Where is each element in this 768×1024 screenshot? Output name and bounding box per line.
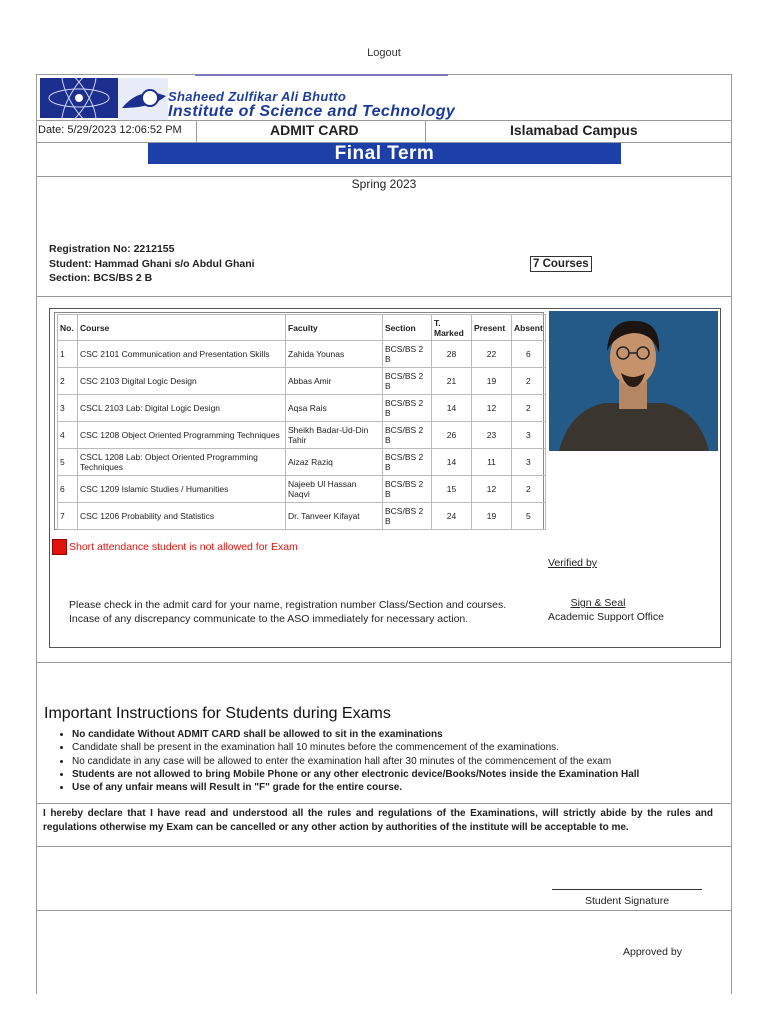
cell-course: CSCL 2103 Lab: Digital Logic Design	[78, 395, 286, 422]
cell-absent: 6	[512, 341, 546, 368]
column-header: No.	[58, 315, 78, 341]
table-row	[58, 395, 546, 422]
divider	[36, 803, 732, 804]
institute-name-line2: Institute of Science and Technology	[168, 103, 456, 120]
cell-no: 6	[58, 476, 78, 503]
cell-course: CSC 2103 Digital Logic Design	[78, 368, 286, 395]
divider	[36, 120, 732, 121]
cell-section: BCS/BS 2 B	[383, 422, 432, 449]
header-top-rule	[195, 74, 448, 76]
cell-no: 4	[58, 422, 78, 449]
student-signature-label: Student Signature	[584, 895, 670, 907]
column-header: Absent	[512, 315, 546, 341]
cell-no: 7	[58, 503, 78, 530]
sign-seal-label: Sign & Seal	[570, 597, 626, 609]
warning-marker	[52, 539, 67, 555]
print-date: Date: 5/29/2023 12:06:52 PM	[38, 124, 182, 136]
registration-number: Registration No: 2212155	[49, 243, 175, 255]
student-photo	[549, 311, 718, 451]
cell-present: 19	[472, 368, 512, 395]
sign-seal-block	[548, 596, 664, 624]
cell-course: CSCL 1208 Lab: Object Oriented Programming Techniques	[78, 449, 286, 476]
cell-marked: 21	[432, 368, 472, 395]
cell-absent: 2	[512, 476, 546, 503]
cell-present: 11	[472, 449, 512, 476]
column-header: Course	[78, 315, 286, 341]
cell-faculty: Sheikh Badar-Ud-Din Tahir	[286, 422, 383, 449]
course-count-badge: 7 Courses	[530, 256, 592, 272]
divider	[36, 296, 732, 297]
cell-present: 19	[472, 503, 512, 530]
instructions-list	[44, 728, 752, 794]
cell-course: CSC 1208 Object Oriented Programming Techniques	[78, 422, 286, 449]
column-header: Faculty	[286, 315, 383, 341]
cell-section: BCS/BS 2 B	[383, 503, 432, 530]
divider	[36, 846, 732, 847]
cell-course: CSC 2101 Communication and Presentation Skills	[78, 341, 286, 368]
cell-no: 2	[58, 368, 78, 395]
term-label: Spring 2023	[351, 177, 417, 191]
divider	[36, 910, 732, 911]
cell-section: BCS/BS 2 B	[383, 449, 432, 476]
cell-absent: 2	[512, 395, 546, 422]
cell-present: 12	[472, 476, 512, 503]
list-item: • No candidate in any case will be allowed to enter the examination hall after 30 minutes of the commencement of the exam	[72, 755, 752, 768]
table-row	[58, 422, 546, 449]
cell-marked: 26	[432, 422, 472, 449]
admit-card-title: ADMIT CARD	[270, 122, 359, 138]
cell-faculty: Dr. Tanveer Kifayat	[286, 503, 383, 530]
table-row	[58, 368, 546, 395]
campus-name: Islamabad Campus	[510, 122, 638, 138]
student-name: Student: Hammad Ghani s/o Abdul Ghani	[49, 258, 255, 270]
cell-present: 12	[472, 395, 512, 422]
list-item: • No candidate Without ADMIT CARD shall be allowed to sit in the examinations	[72, 728, 752, 741]
cell-no: 1	[58, 341, 78, 368]
cell-faculty: Aqsa Rais	[286, 395, 383, 422]
cell-section: BCS/BS 2 B	[383, 341, 432, 368]
student-section: Section: BCS/BS 2 B	[49, 272, 153, 284]
list-item: • Students are not allowed to bring Mobile Phone or any other electronic device/Books/Notes inside the Examination Hall	[72, 768, 752, 781]
final-term-banner: Final Term	[148, 143, 621, 164]
signature-line	[552, 889, 702, 890]
cell-absent: 3	[512, 422, 546, 449]
cell-faculty: Najeeb Ul Hassan Naqvi	[286, 476, 383, 503]
attendance-warning: Short attendance student is not allowed for Exam	[69, 541, 298, 553]
cell-faculty: Abbas Amir	[286, 368, 383, 395]
institute-name-line1: Shaheed Zulfikar Ali Bhutto	[168, 89, 347, 104]
cell-present: 23	[472, 422, 512, 449]
cell-faculty: Aizaz Raziq	[286, 449, 383, 476]
cell-marked: 28	[432, 341, 472, 368]
table-row	[58, 449, 546, 476]
cell-absent: 5	[512, 503, 546, 530]
cell-section: BCS/BS 2 B	[383, 476, 432, 503]
table-row	[58, 503, 546, 530]
cell-marked: 24	[432, 503, 472, 530]
column-header: T. Marked	[432, 315, 472, 341]
table-row	[58, 476, 546, 503]
logout-link[interactable]: Logout	[367, 47, 401, 59]
cell-faculty: Zahida Younas	[286, 341, 383, 368]
cell-absent: 2	[512, 368, 546, 395]
divider	[425, 120, 426, 142]
check-instructions	[69, 598, 506, 626]
course-table	[57, 314, 546, 530]
cell-present: 22	[472, 341, 512, 368]
column-header: Present	[472, 315, 512, 341]
cell-section: BCS/BS 2 B	[383, 395, 432, 422]
cell-no: 3	[58, 395, 78, 422]
table-header-row	[58, 315, 546, 341]
cell-section: BCS/BS 2 B	[383, 368, 432, 395]
office-label: Academic Support Office	[548, 611, 664, 623]
verified-by-label: Verified by	[548, 557, 598, 569]
column-header: Section	[383, 315, 432, 341]
cell-marked: 15	[432, 476, 472, 503]
cell-marked: 14	[432, 449, 472, 476]
divider	[196, 120, 197, 142]
cell-absent: 3	[512, 449, 546, 476]
check-line: Incase of any discrepancy communicate to the ASO immediately for necessary action.	[69, 613, 469, 625]
list-item: • Use of any unfair means will Result in "F" grade for the entire course.	[72, 781, 752, 794]
table-row	[58, 341, 546, 368]
divider	[36, 662, 732, 663]
declaration-text: I hereby declare that I have read and understood all the rules and regulations of the Examinations, will strictly abide by the rules and regulations otherwise my Exam can be cancelled or any other action by authorities of the institute will be acceptable to me.	[43, 808, 713, 833]
cell-course: CSC 1209 Islamic Studies / Humanities	[78, 476, 286, 503]
check-line: Please check in the admit card for your name, registration number Class/Section and courses.	[69, 599, 507, 611]
approved-by-label: Approved by	[623, 946, 682, 958]
cell-marked: 14	[432, 395, 472, 422]
cell-no: 5	[58, 449, 78, 476]
instructions-title: Important Instructions for Students during Exams	[44, 705, 391, 722]
list-item: • Candidate shall be present in the examination hall 10 minutes before the commencement of the examinations.	[72, 741, 752, 754]
cell-course: CSC 1206 Probability and Statistics	[78, 503, 286, 530]
